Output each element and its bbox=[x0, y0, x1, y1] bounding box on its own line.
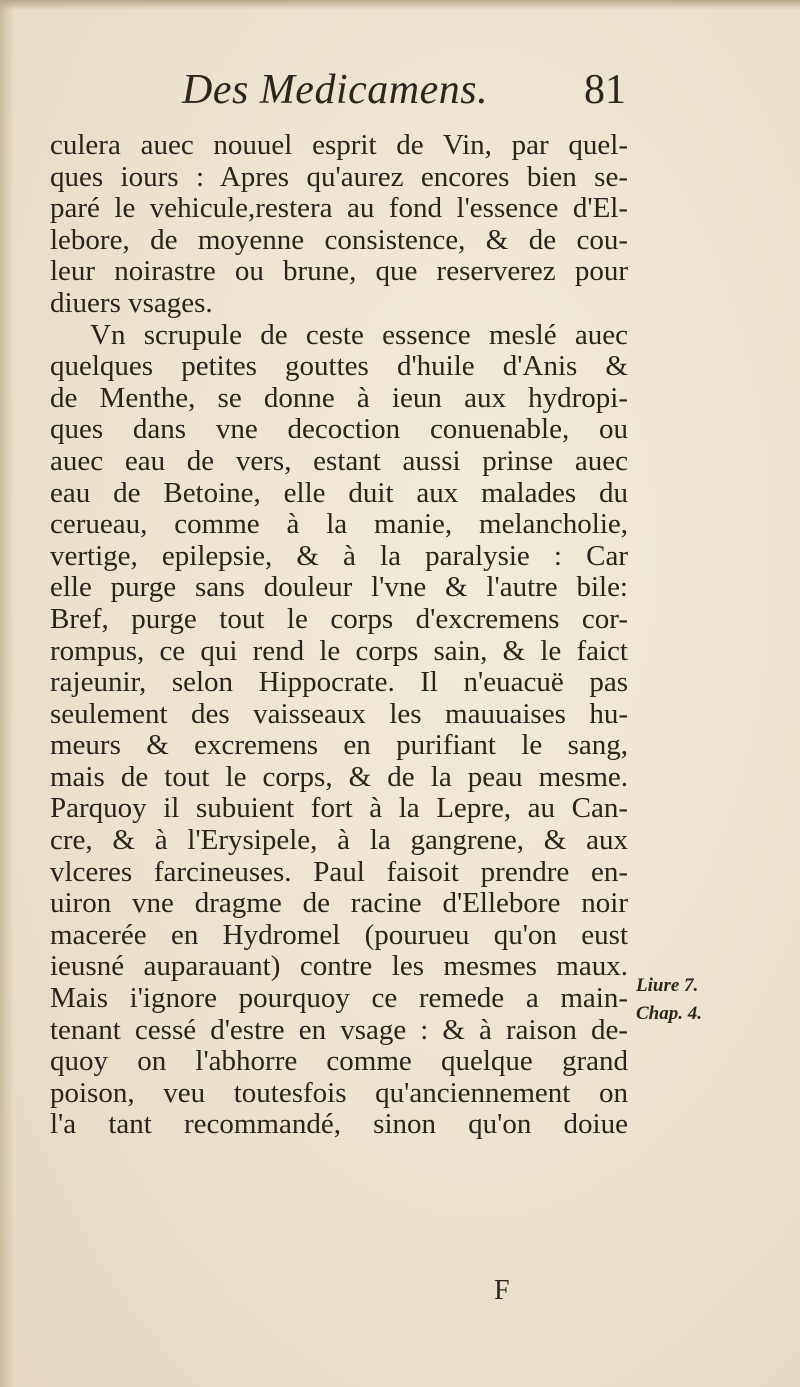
signature-mark: F bbox=[494, 1275, 510, 1306]
text-line: ques iours : Apres qu'aurez encores bien se- bbox=[50, 160, 628, 193]
text-line: meurs & excremens en purifiant le sang, bbox=[50, 729, 628, 762]
text-line: leur noirastre ou brune, que reserverez pour bbox=[50, 255, 628, 288]
text-line: de Menthe, se donne à ieun aux hydropi- bbox=[50, 381, 628, 414]
text-line: ieusné auparauant) contre les mesmes maux. bbox=[50, 950, 628, 983]
text-line: rompus, ce qui rend le corps sain, & le faict bbox=[50, 634, 628, 667]
text-line: rajeunir, selon Hippocrate. Il n'euacuë pas bbox=[50, 666, 628, 699]
text-line: poison, veu toutesfois qu'anciennement on bbox=[50, 1076, 628, 1109]
page-top-edge-shadow bbox=[0, 0, 800, 10]
text-line: seulement des vaisseaux les mauuaises hu- bbox=[50, 697, 628, 730]
text-line: auec eau de vers, estant aussi prinse auec bbox=[50, 444, 628, 477]
text-line: Parquoy il subuient fort à la Lepre, au Can- bbox=[50, 792, 628, 825]
text-line: ques dans vne decoction conuenable, ou bbox=[50, 413, 628, 446]
text-line: vertige, epilepsie, & à la paralysie : Car bbox=[50, 539, 628, 572]
text-line: Mais i'ignore pourquoy ce remede a main- bbox=[50, 982, 628, 1015]
page-left-edge-shadow bbox=[0, 0, 14, 1387]
text-line: lebore, de moyenne consistence, & de cou- bbox=[50, 223, 628, 256]
text-line: paré le vehicule,restera au fond l'essence d'El- bbox=[50, 192, 628, 225]
text-line: Vn scrupule de ceste essence meslé auec bbox=[90, 318, 628, 351]
text-line: elle purge sans douleur l'vne & l'autre bile: bbox=[50, 571, 628, 604]
body-text bbox=[50, 130, 628, 1141]
page-number: 81 bbox=[584, 67, 626, 113]
marginal-note bbox=[636, 972, 746, 1028]
text-line: Bref, purge tout le corps d'excremens cor- bbox=[50, 602, 628, 635]
text-line: cerueau, comme à la manie, melancholie, bbox=[50, 508, 628, 541]
page-header bbox=[0, 66, 800, 126]
text-line: diuers vsages. bbox=[50, 286, 213, 319]
text-line: cre, & à l'Erysipele, à la gangrene, & aux bbox=[50, 824, 628, 857]
text-line: quoy on l'abhorre comme quelque grand bbox=[50, 1045, 628, 1078]
text-line: l'a tant recommandé, sinon qu'on doiue bbox=[50, 1108, 628, 1141]
text-line: uiron vne dragme de racine d'Ellebore noir bbox=[50, 887, 628, 920]
text-line: quelques petites gouttes d'huile d'Anis & bbox=[50, 350, 628, 383]
running-title: Des Medicamens. bbox=[182, 67, 489, 113]
text-line: macerée en Hydromel (pourueu qu'on eust bbox=[50, 918, 628, 951]
text-line: culera auec nouuel esprit de Vin, par quel- bbox=[50, 129, 628, 161]
text-line: vlceres farcineuses. Paul faisoit prendre en- bbox=[50, 855, 628, 888]
marginal-note-book: Liure 7. bbox=[636, 975, 699, 996]
text-line: tenant cessé d'estre en vsage : & à raison de- bbox=[50, 1013, 628, 1046]
marginal-note-chapter: Chap. 4. bbox=[636, 1003, 702, 1024]
text-line: eau de Betoine, elle duit aux malades du bbox=[50, 476, 628, 509]
text-line: mais de tout le corps, & de la peau mesme. bbox=[50, 760, 628, 793]
